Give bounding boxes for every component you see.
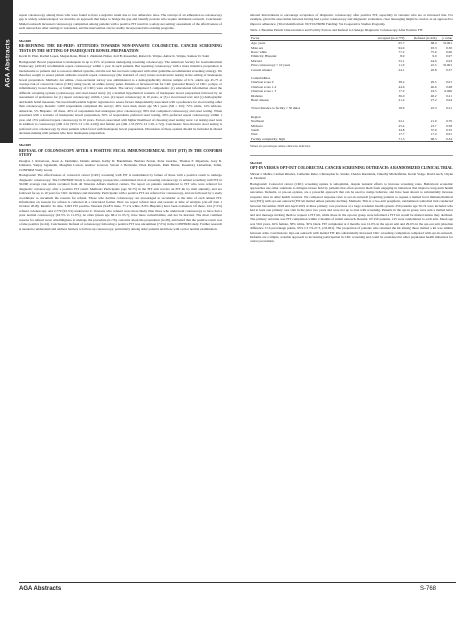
abstract-body: Background: Colorectal cancer (CRC) screening uptake is suboptimal, despite national efforts to increase screening rates. Behavioral economic approaches use other solutions to mitigate biases held by patients that often prevent them from engaging in behaviors that improve long-term health outcomes. Defaults, or pre-set options, are a powerful approach that can be used to nudge behavior, and have been shown to substantially increase response rates in other health contexts. We compared response rates to opt-in outreach (requiring patients to request a mailed fecal immunochemical test (FIT)) with opt-out outreach (FIT kit mailed unless patients decline). Methods: This is a two-arm pragmatic, randomized controlled trial conducted between November 2018 and April 2019 at three primary care practices at a large academic health system. 250 patients age 50-74 were included who had at least one primary care visit in the prior two years and were not up to date with screening. Patients in the opt-in group were sent a mailed letter and text message inviting them to request a FIT kit, while those in the opt-out group were informed a FIT kit would be mailed unless they declined. The primary outcome was FIT completion within 2 months of initial outreach. Results: Of 250 patients, 125 were randomized to each arm. Mean age was 59.6 years, 62% female, 58% white, 30% black. FIT completion at 2 months was 12.0% in the opt-in arm and 29.6% in the opt-out arm (absolute difference 17.6 percentage points, 95% CI 7.9-27.3, p<0.001). The proportion of patients who returned the kit among those mailed a kit was similar between arms. Conclusions: Opt-out outreach with mailed FIT kits substantially increased CRC screening completion compared with opt-in outreach. Defaults are a simple, scalable approach to increasing participation in CRC screening and could be considered in other population health initiatives for cancer prevention. [250,181,453,244]
table-cell: Current smoker [251,67,272,72]
table-cell: 75.9 [430,49,437,54]
table-cell: 21.0 [430,119,437,124]
table-cell: 40.2 [430,93,437,98]
table-cell: 0.21 [446,93,452,98]
table-cell: 0.01 [446,80,452,85]
abstract-authors: Kevin D. Platt, Rachel Lopez, Megan Rana, Brian J. Zikmund-Fisher, Jodi B. Rosenthal, Robert K. Waljee, Akbar K. Waljee, Sameer D. Saini [19,54,210,59]
divider [250,155,453,156]
table-cell: 0.03 [446,58,452,63]
table-cell: 26.8 [430,67,437,72]
section-side-tab [0,0,13,143]
table-cell: 24.5 [430,89,437,94]
table-cell: Male sex [251,45,264,50]
table-cell: Region [251,114,261,119]
table-cell: Facility complexity: high [250,137,368,142]
abstract-title: OPT-IN VERSUS OPT-OUT COLORECTAL CANCER SCREENING OUTREACH: A RANDOMIZED CLINICAL TRIAL [250,166,453,171]
table-cell: 22.3 [430,106,437,111]
table-cell: 0.91 [446,132,452,137]
table-cell: p value [438,35,453,40]
table-cell: 37.9 [430,128,437,133]
divider [19,33,222,34]
table-cell: South [251,128,259,133]
left-intro-text: repeat colonoscopy among those who were found to have a negative result due to low adherence rates. The concept of an adherence-to-colonoscopy gap is widely acknowledged; we describe an approach that helps to bridge the gap and identify persons who require additional outreach. Conclusion: Mailed outreach increased colonoscopy completion among patients with a positive FIT result in a safety-net setting; assessment of the effectiveness of such outreach in other settings is warranted, and the intervention can be readily incorporated into existing programs. [19,13,222,31]
table-cell: 0.68 [446,84,452,89]
table-cell: Refused (n=224) [405,35,437,40]
right-intro-text: tailored interventions to encourage acceptance of diagnostic colonoscopy after positive FIT, especially in veterans who are at increased risk. For example, given the association between having had a prior colonoscopy and diagnostic evaluation, clear messaging might be crucial, as an approach to improve adherence. (Trial identification: NCT01239082 Funding: VA Cooperative Studies Program). [250,13,453,26]
table-caption: Table 1. Baseline Patient Characteristics and Facility Factors and Refusal to Undergo Diagnostic Colonoscopy After Positive FIT [250,28,423,33]
abstract-id: Mo1610 [250,160,263,165]
table-row [250,137,453,142]
table-cell: 52.1 [398,58,405,63]
table-cell: 25.4 [398,123,405,128]
abstract-id: Mo1609 [19,143,32,148]
abstract-mo1608 [19,39,222,136]
table-cell: <0.001 [442,63,452,68]
footer-section-label: AGA Abstracts [19,586,62,592]
abstract-id: Mo1608 [19,38,32,43]
table-cell: 17.7 [398,132,405,137]
table-cell: 24.1 [398,67,405,72]
table-cell: 34.8 [398,128,405,133]
table-cell: 0.30 [446,45,452,50]
table-cell: Diabetes [251,93,263,98]
table-cell: 0.006 [444,89,452,94]
table-cell: 21.4 [398,98,405,103]
table-cell: 22.5 [430,63,437,68]
abstract-mo1609 [19,143,222,231]
table-cell: 8.9 [400,54,405,59]
table-cell: 0.70 [446,119,452,124]
table-cell: 0.37 [446,67,452,72]
table-cell: 18.9 [398,106,405,111]
table-cell: 71.3 [368,137,406,142]
table-cell: Charlson score ≥ 3 [251,89,277,94]
right-column [250,13,453,570]
table-cell: Heart disease [251,98,269,103]
table-cell: Prior colonoscopy > 10 years [251,63,291,68]
divider [19,138,222,139]
table-cell: Ethnicity: Hispanic [251,54,277,59]
table-cell: Factor [250,35,368,40]
abstract-mo1610 [250,161,453,244]
abstract-title: REFUSAL OF COLONOSCOPY AFTER A POSITIVE FECAL IMMUNOCHEMICAL TEST (FIT) IN THE CONFIRM STUDY [19,149,222,158]
table-cell: 29.5 [430,80,437,85]
table-cell: 44.6 [430,58,437,63]
abstract-authors: Douglas J. Robertson, Jason A. Dominitz, Dennis Ahnen, Kathy D. Bandelman, Barbara Ferran, Peter Guarino, Thomas F. Imperiale, Gary R. Johnston, Sanjay Jagannath, Meaghan Larson, Andrew Gawron, Steven J. Bernstein, Ellen Reynolds, Ruth Baxter, Rosemary Lieberman, Tobin, CONFIRM Study Group [19,158,222,172]
table-cell: 44.6 [398,84,405,89]
table-cell: Comorbidities [251,76,271,81]
table-cell: 0.66 [446,49,452,54]
table-cell: 94.9 [398,45,405,50]
abstract-title: RE-DEFINING THE RE-PREP: ATTITUDES TOWARDS NON-INVASIVE COLORECTAL CANCER SCREENING TESTS IN THE SETTING OF INADEQUATE BOWEL PREPARATION [19,44,222,53]
table-cell: Race: white [251,49,267,54]
table-cell: Travel distance to facility > 50 miles [251,106,301,111]
table-cell: 0.58 [446,123,452,128]
table-cell: 0.35 [446,128,452,133]
table-cell: Charlson score 1-2 [251,84,277,89]
table-cell: 11.0 [398,63,405,68]
table-cell: 9.0 [432,54,437,59]
table-cell: 27.2 [430,98,437,103]
characteristics-table [250,35,453,143]
table-cell: 77.2 [398,49,405,54]
table-cell: 22.1 [398,119,405,124]
table-cell: 23.7 [430,123,437,128]
page-number: S-768 [420,586,437,592]
table-cell: Age, years [251,41,266,46]
table-cell: West [251,132,258,137]
table-cell: 0.97 [446,54,452,59]
table-footnote: Values are percentages unless otherwise indicated. [250,144,311,149]
abstract-body: Background: The effectiveness of colorectal cancer (CRC) screening with FIT is undermined by failure of those with a positive result to undergo diagnostic colonoscopy. The CONFIRM Study is an ongoing, prospective, randomized trial of screening colonoscopy vs annual screening with FIT in 50,000 average risk adults recruited from 46 Veterans Affairs medical centers. We report on patients randomized to FIT who were referred for diagnostic colonoscopy after a positive FIT result. Methods: Participants (age 50-75) in the FIT arm receive an FIT kit by mail annually, and are followed for up to 10 years for CRC incidence and mortality. Participants with a positive FIT are referred for colonoscopy, and are followed by a study coordinator to document the reasons for refusal. Those who decline colonoscopy are encouraged to reconsider at the time of each annual FIT. Information on reasons for refusal is collected in a structured format. Here we report refusal rates and reasons at time of analysis (cut-off date 1 October 2018). Results: To date, 3,003 FIT positive Veterans (94.8% male, 77.1% white, 8.9% Hispanic) have been evaluated. Of these, 224 (7.5%) refused colonoscopy and 2,779 (92.5%) underwent it. Veterans who refused were more likely than those who underwent colonoscopy to have had a prior normal colonoscopy (22.5% vs 11.0%), be older (mean age 68.4 vs 65.7), have more comorbidities, and not be married. The most common reasons for refusal were: unwillingness to undergo the procedure (n=76), concerns about the preparation (n=28), and belief that the positive result was a false positive (n=24). Conclusions: Refusal of colonoscopy following a positive FIT was uncommon (7.5%) in the CONFIRM study. Further research is needed to understand and address barriers to follow-up colonoscopy, particularly among older patients and those with a prior normal examination. [19,173,222,231]
table-cell: 0.21 [446,106,452,111]
table-cell: 46.0 [430,84,437,89]
table-cell: 38.2 [398,80,405,85]
footer-rule [19,582,456,583]
table-cell: <0.001 [442,41,452,46]
table-cell: 17.2 [398,89,405,94]
table-cell: 36.0 [398,93,405,98]
abstract-body: Background: Bowel preparation is inadequate in up to 25% of patients undergoing screening colonoscopy. The American Society for Gastrointestinal Endoscopy (ASGE) recommends repeat colonoscopy within 1 year in such patients. But repeating colonoscopy with a more intensive preparation is burdensome to patients and to resource-limited systems, and the test has not been compared with other guideline-recommended screening strategy. We therefore sought to assess patient attitudes towards repeat colonoscopy (the standard of care) versus non-invasive testing in the setting of inadequate bowel preparation. Methods: An online, cross-sectional survey was administered to a demographically diverse sample of U.S. adults age 45-75 at average risk of colorectal cancer (CRC) using Lucid, an online survey panel. Patients at increased risk for CRC (personal history of CRC, polyps, or inflammatory bowel disease, or family history of CRC) were excluded. The survey comprised 3 components: (1) educational information about the different screening options (colonoscopy and stool-based tests); (b) a detailed hypothetical scenario of inadequate bowel preparation followed by an assessment of preference for (1) repeat colonoscopy within 1 year, (2) repeat colonoscopy in 10 years, or (3) a stool-based test; and (c) demographic and health belief measures. We used multivariable logistic regression to assess factors independently associated with a preference for stool testing other than colonoscopy. Results: 1,000 respondents completed the survey; 46% were men; mean age 58.1 years (SD = 9.0); 72% white, 14% African-American, 5% Hispanic. Of these, 40% of respondents had undergone prior colonoscopy; 86% had completed colonoscopy and stool testing. When presented with a scenario of inadequate bowel preparation, 56% of respondents preferred stool testing, 29% preferred repeat colonoscopy within 1 year, and 15% preferred repeat colonoscopy in 10 years. Factors associated with higher likelihood of choosing stool testing were: 1st testing stool tests in addition to colonoscopy (OR 2.01 [95% CI 1.56–2.60]) and female sex (OR 1.33 [95% CI 1.02–1.72]). Conclusion: Non-invasive stool testing is preferred over colonoscopy by most patients when faced with inadequate bowel preparation. Discussion of these options should be included in shared decision-making with patients who have inadequate preparation. [19,59,222,135]
table-cell: Married [251,58,262,63]
table-cell: 68.4 [430,41,437,46]
left-column [19,13,222,570]
table-cell: Accepted (n=2,779) [368,35,406,40]
abstract-authors: Shivan J. Mehta, Carmen Rhodes, Catherine Reitz, Christopher K. Snider, Charles Rareshide, Timothy Michelfelder, Kevin Volpp, David Asch, Chyke A. Doubeni [250,171,453,181]
table-cell: 65.7 [398,41,405,46]
table-cell: 68.3 [405,137,437,142]
table-cell: Northeast [251,119,264,124]
table-cell: 0.34 [438,137,453,142]
table-cell: 0.04 [446,98,452,103]
table-cell: 93.3 [430,45,437,50]
table-cell: Midwest [251,123,263,128]
table-cell: 17.4 [430,132,437,137]
side-tab-label: AGA Abstracts [4,39,12,88]
table-cell: Charlson score 0 [251,80,274,85]
